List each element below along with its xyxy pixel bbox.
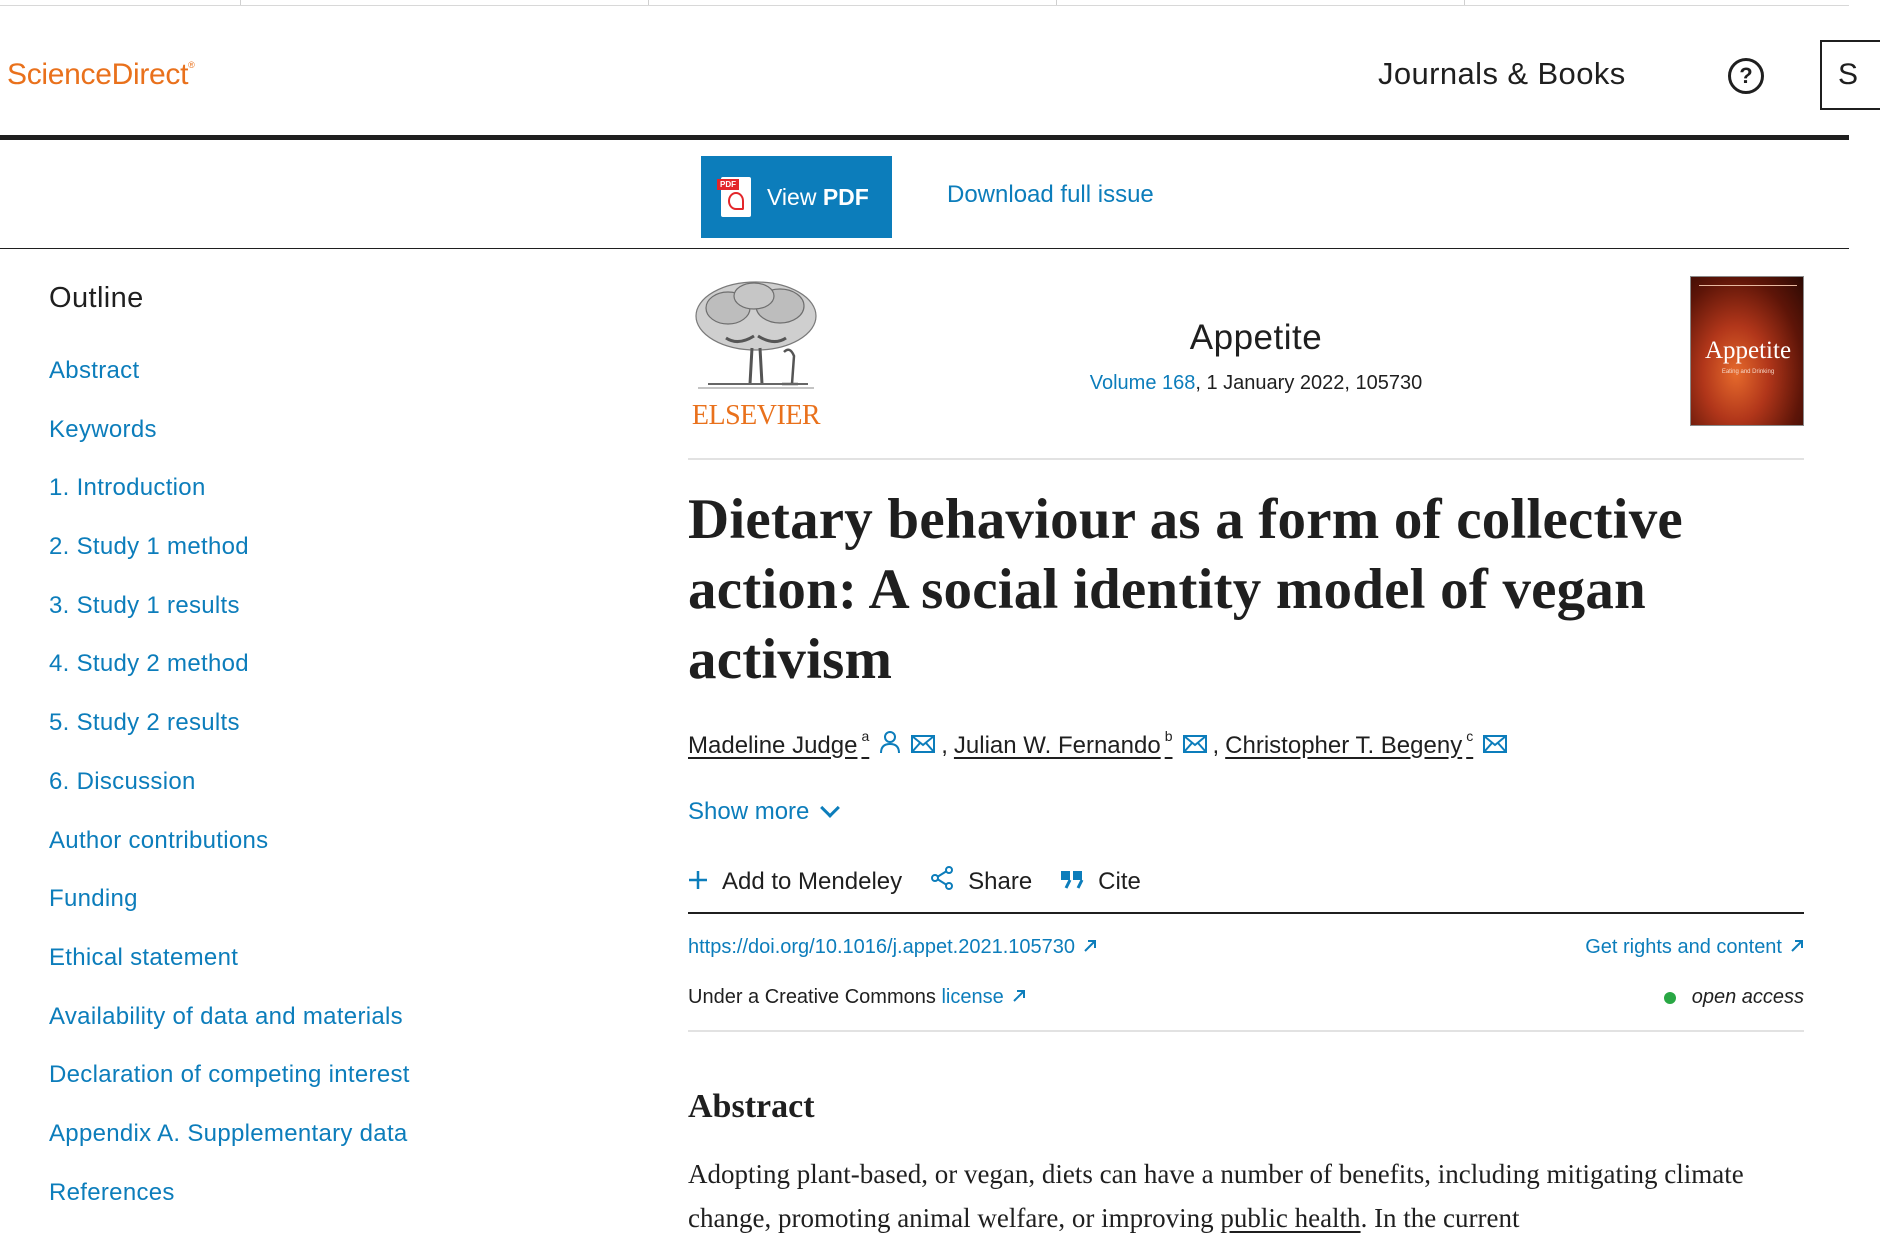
- email-icon[interactable]: [1183, 732, 1207, 760]
- journal-name-link[interactable]: Appetite: [1189, 318, 1323, 357]
- get-rights-link[interactable]: Get rights and content: [1585, 936, 1804, 959]
- person-icon[interactable]: [879, 730, 901, 761]
- download-full-issue-link[interactable]: Download full issue: [947, 181, 1154, 208]
- email-icon[interactable]: [1483, 732, 1507, 760]
- share-button[interactable]: Share: [930, 866, 1032, 897]
- outline-item[interactable]: 3. Study 1 results: [49, 591, 240, 619]
- help-icon[interactable]: ?: [1728, 58, 1764, 94]
- outline-list: [49, 357, 410, 1237]
- abstract-heading: Abstract: [688, 1088, 815, 1125]
- site-header: [0, 6, 1859, 140]
- email-icon[interactable]: [911, 732, 935, 760]
- author-link[interactable]: Christopher T. Begeny $^c$: [1225, 727, 1474, 759]
- outline-item[interactable]: 2. Study 1 method: [49, 533, 249, 561]
- sciencedirect-logo[interactable]: ScienceDirect®: [7, 58, 195, 91]
- article-title: Dietary behaviour as a form of collective action: A social identity model of vegan activism: [688, 488, 1683, 691]
- outline-item[interactable]: 4. Study 2 method: [49, 650, 249, 678]
- search-button[interactable]: S: [1820, 40, 1880, 110]
- divider: [688, 1030, 1804, 1032]
- journals-books-link[interactable]: Journals & Books: [1378, 56, 1626, 91]
- outline-title: Outline: [49, 282, 144, 314]
- external-link-icon: [1012, 986, 1026, 1009]
- author-link[interactable]: Julian W. Fernando $^b$: [953, 727, 1173, 759]
- public-health-link[interactable]: public health: [1220, 1203, 1361, 1233]
- license-line: Under a Creative Commons license: [688, 986, 1026, 1009]
- outline-item[interactable]: Ethical statement: [49, 943, 239, 971]
- outline-item[interactable]: Appendix A. Supplementary data: [49, 1119, 408, 1147]
- cover-subtitle: Eating and Drinking: [1721, 369, 1775, 375]
- elsevier-wordmark: ELSEVIER: [691, 400, 821, 431]
- outline-item[interactable]: 5. Study 2 results: [49, 709, 240, 737]
- open-access-badge: open access: [1664, 986, 1804, 1009]
- view-pdf-button[interactable]: PDF View PDF: [701, 156, 892, 238]
- elsevier-logo[interactable]: [688, 276, 824, 431]
- article-actions: [688, 866, 1804, 914]
- outline-item[interactable]: Availability of data and materials: [49, 1002, 403, 1030]
- add-to-mendeley-button[interactable]: Add to Mendeley: [688, 866, 902, 897]
- author-link[interactable]: Madeline Judge $^a$: [688, 727, 870, 759]
- cover-title: Appetite: [1704, 337, 1792, 364]
- article-toolbar: [0, 145, 1849, 249]
- author-list: Madeline Judge $^a$ , Julian W. Fernando $^b$ , Christopher T. Begeny $^c$: [688, 730, 1507, 761]
- volume-line: Volume 168, 1 January 2022, 105730: [1089, 372, 1423, 394]
- outline-item[interactable]: Author contributions: [49, 826, 269, 854]
- external-link-icon: [1083, 936, 1097, 959]
- plus-icon: [688, 866, 708, 897]
- outline-item[interactable]: Declaration of competing interest: [49, 1061, 410, 1089]
- doi-link[interactable]: https://doi.org/10.1016/j.appet.2021.105730: [688, 936, 1097, 959]
- cite-button[interactable]: Cite: [1060, 866, 1141, 897]
- license-link[interactable]: license: [941, 986, 1025, 1008]
- quote-icon: [1060, 866, 1084, 897]
- outline-item[interactable]: 1. Introduction: [49, 474, 206, 502]
- volume-link[interactable]: Volume 168: [1089, 372, 1196, 394]
- chevron-down-icon: [820, 798, 840, 818]
- elsevier-tree-icon: [688, 276, 824, 394]
- show-more-button[interactable]: Show more: [688, 798, 837, 826]
- divider: [688, 458, 1804, 460]
- external-link-icon: [1790, 936, 1804, 959]
- abstract-text: Adopting plant-based, or vegan, diets can have a number of benefits, including mitigating climate change, promoting animal welfare, or improving public health. In the current: [688, 1159, 1744, 1233]
- status-dot-icon: [1664, 992, 1676, 1004]
- outline-item[interactable]: 6. Discussion: [49, 767, 196, 795]
- outline-item[interactable]: Funding: [49, 885, 138, 913]
- journal-cover-image[interactable]: [1690, 276, 1804, 426]
- share-icon: [930, 866, 954, 897]
- registered-mark: ®: [188, 60, 195, 70]
- outline-item[interactable]: Keywords: [49, 415, 157, 443]
- outline-item[interactable]: Abstract: [49, 357, 140, 384]
- pdf-icon: PDF: [721, 177, 751, 217]
- outline-item[interactable]: References: [49, 1178, 175, 1206]
